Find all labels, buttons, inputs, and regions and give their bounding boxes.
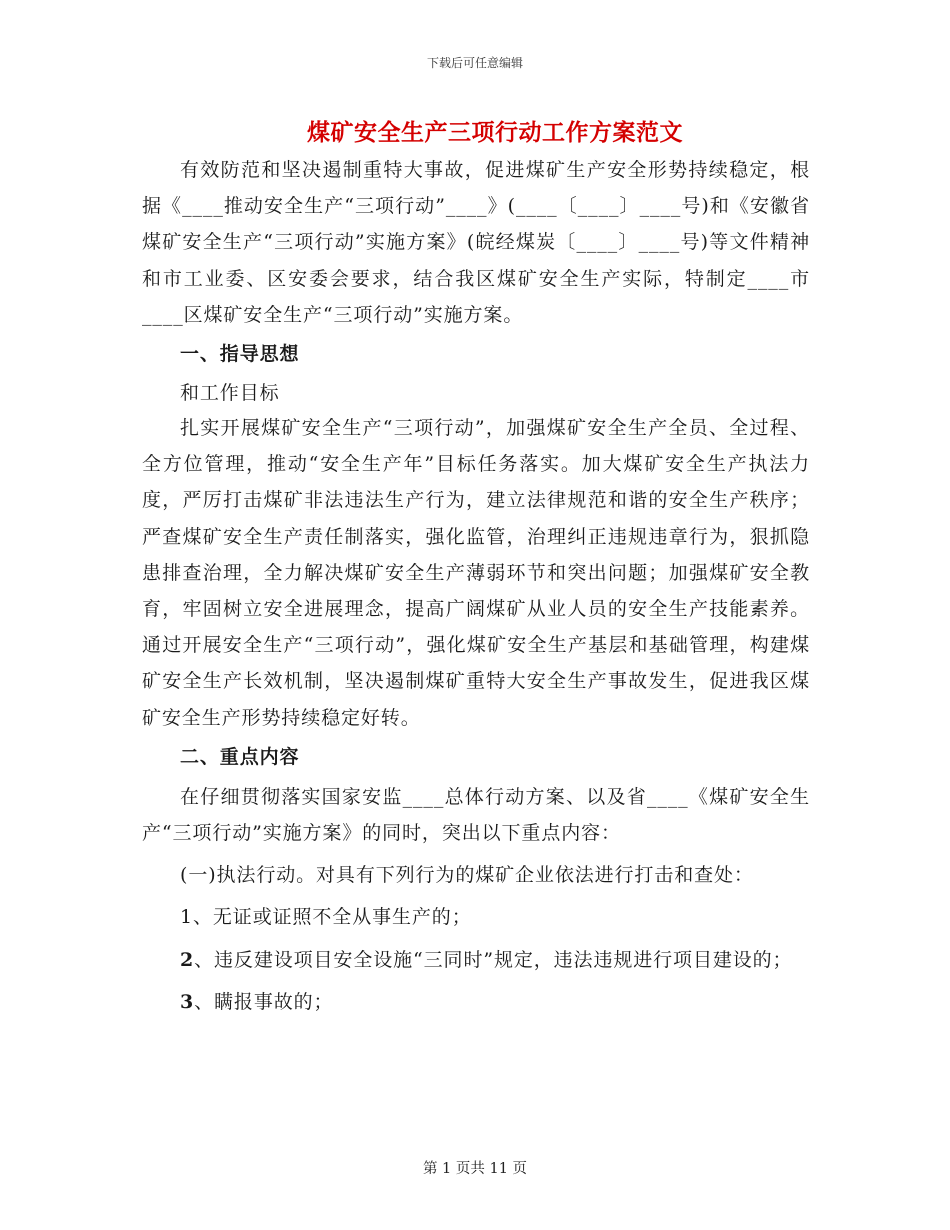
- document-body: [142, 152, 810, 1020]
- section-2-paragraph: 在仔细贯彻落实国家安监____总体行动方案、以及省____《煤矿安全生产“三项行动”实施方案》的同时，突出以下重点内容：: [142, 785, 810, 845]
- list-item-2-number: 2: [180, 948, 195, 971]
- document-title: 煤矿安全生产三项行动工作方案范文: [307, 119, 683, 146]
- list-item-3-number: 3: [180, 990, 195, 1013]
- list-item-2: [142, 942, 810, 978]
- section-1-paragraph: 扎实开展煤矿安全生产“三项行动”，加强煤矿安全生产全员、全过程、全方位管理，推动“安全生产年”目标任务落实。加大煤矿安全生产执法力度，严厉打击煤矿非法违法生产行为，建立法律规范和谐的安全生产秩序；严查煤矿安全生产责任制落实，强化监管，治理纠正违规违章行为，狠抓隐患排查治理，全力解决煤矿安全生产薄弱环节和突出问题；加强煤矿安全教育，牢固树立安全进展理念，提高广阔煤矿从业人员的安全生产技能素养。通过开展安全生产“三项行动”，强化煤矿安全生产基层和基础管理，构建煤矿安全生产长效机制，坚决遏制煤矿重特大安全生产事故发生，促进我区煤矿安全生产形势持续稳定好转。: [142, 417, 810, 729]
- list-item-1: 1、无证或证照不全从事生产的；: [180, 906, 472, 929]
- list-item-2-text: 、违反建设项目安全设施“三同时”规定，违法违规进行项目建设的；: [194, 948, 793, 971]
- section-2-heading: 二、重点内容: [180, 745, 300, 768]
- list-item-3: [142, 984, 810, 1020]
- page-footer: 第 1 页共 11 页: [422, 1161, 528, 1177]
- page-header: 下载后可任意编辑: [426, 56, 523, 70]
- list-item-3-text: 、瞒报事故的；: [194, 990, 334, 1013]
- section-1-heading: 一、指导思想: [180, 343, 300, 366]
- intro-paragraph: 有效防范和坚决遏制重特大事故，促进煤矿生产安全形势持续稳定，根据《____推动安全生产“三项行动”____》(____〔____〕____号)和《安徽省煤矿安全生产“三项行动”实施方案》(皖经煤炭〔____〕____号)等文件精神和市工业委、区安委会要求，结合我区煤矿安全生产实际，特制定____市____区煤矿安全生产“三项行动”实施方案。: [142, 159, 810, 326]
- section-1-subheading: 和工作目标: [180, 382, 280, 405]
- action-1-paragraph: (一)执法行动。对具有下列行为的煤矿企业依法进行打击和查处：: [180, 864, 754, 887]
